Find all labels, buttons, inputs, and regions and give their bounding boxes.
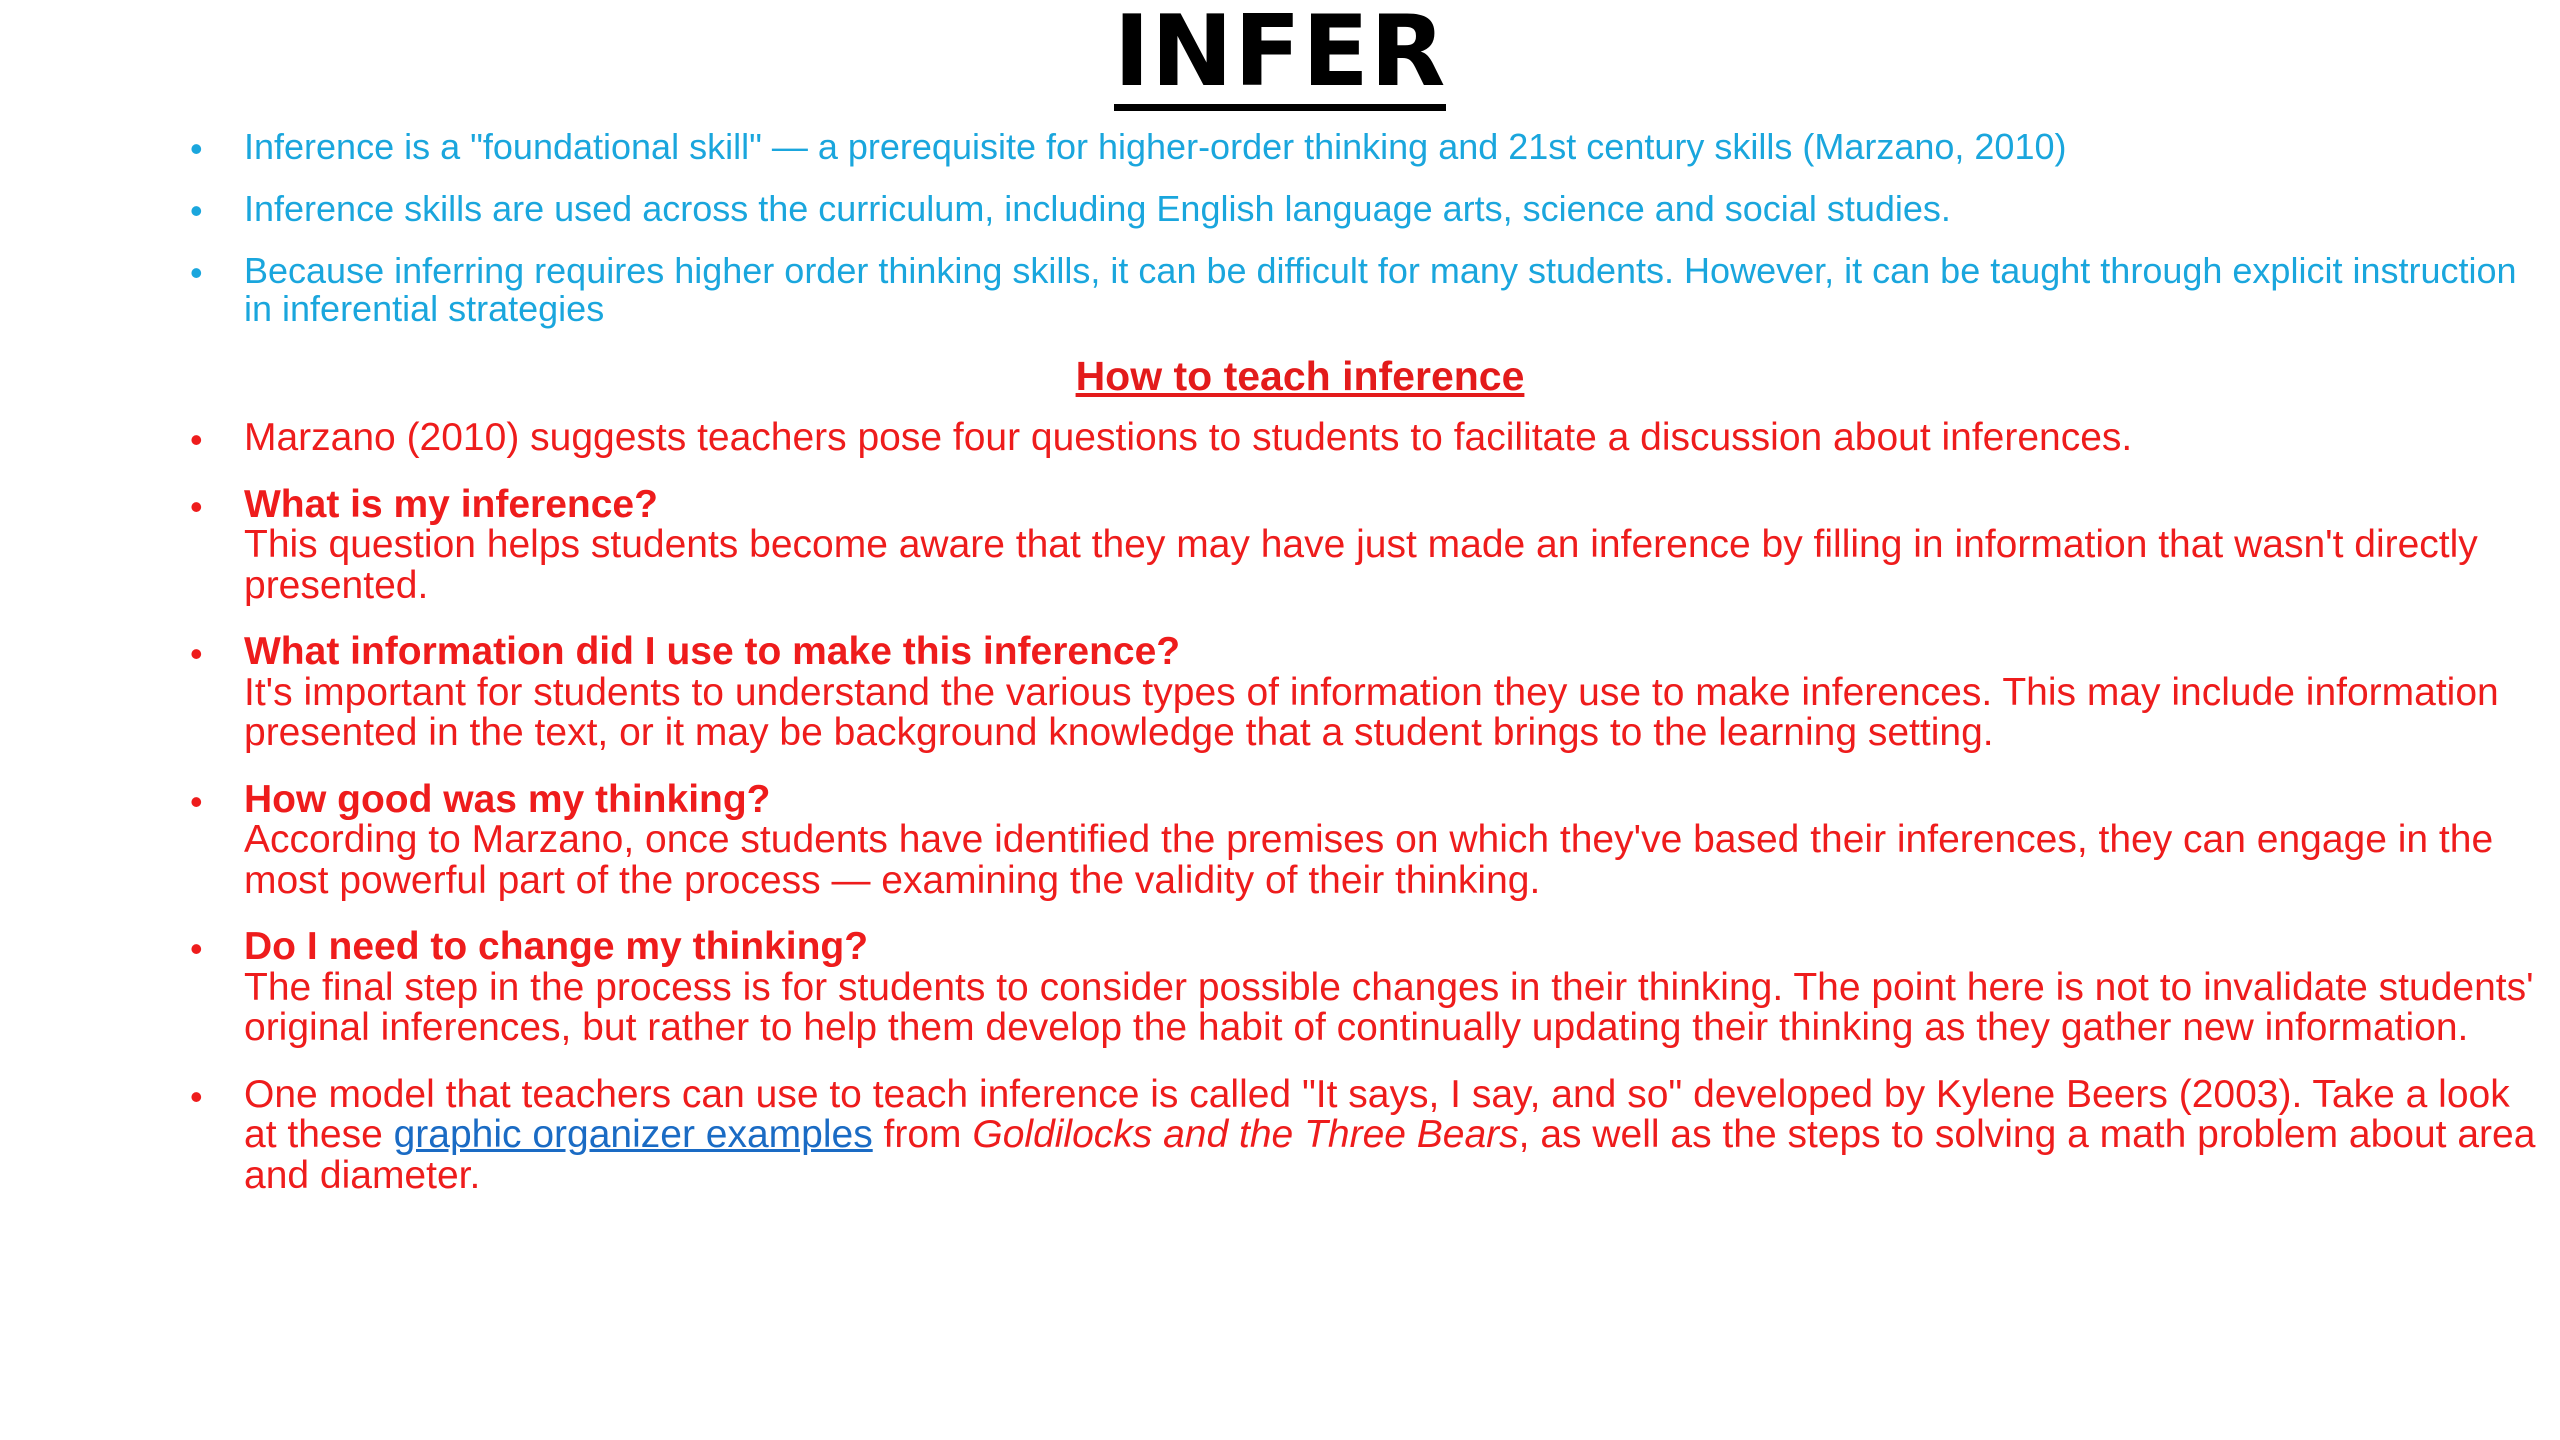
question-explanation: According to Marzano, once students have identified the premises on which they've based their inferences, they can engage in the most powerful part of the process — examining the validity of their thinking.	[244, 818, 2494, 902]
intro-bullet-text: Inference skills are used across the curriculum, including English language arts, science and social studies.	[244, 188, 1951, 229]
bullet-icon: •	[190, 485, 203, 527]
bullet-icon: •	[190, 633, 203, 674]
bullet-icon: •	[190, 1075, 203, 1117]
bullet-icon: •	[190, 928, 203, 969]
bullet-icon: •	[190, 780, 203, 822]
teach-intro-text: Marzano (2010) suggests teachers pose four questions to students to facilitate a discussion about inferences.	[244, 416, 2133, 459]
question-item	[190, 927, 2540, 1049]
intro-bullet-text: Because inferring requires higher order thinking skills, it can be difficult for many students. However, it can be taught through explicit instruction in inferential strategies	[244, 250, 2517, 329]
bullet-icon: •	[190, 252, 203, 293]
bullet-icon: •	[190, 128, 203, 169]
slide-title-text: INFER	[1113, 0, 1447, 109]
teach-intro-item	[190, 418, 2540, 459]
question-item	[190, 482, 2540, 607]
intro-bullet-list	[190, 128, 2540, 352]
intro-bullet-text: Inference is a "foundational skill" — a prerequisite for higher-order thinking and 21st century skills (Marzano, 2010)	[244, 126, 2067, 167]
teach-bullet-list	[190, 418, 2540, 1222]
question-explanation: It's important for students to understand the various types of information they use to make inferences. This may include information presented in the text, or it may be background knowledge that a student brings to the learning setting.	[244, 670, 2499, 754]
question-explanation: The final step in the process is for students to consider possible changes in their thinking. The point here is not to invalidate students' original inferences, but rather to help them develop the habit of continually updating their thinking as they gather new information.	[244, 965, 2534, 1049]
model-text-part1: One model that teachers can use to teach inference is called "It says, I say, and so" developed by Kylene Beers (2003). Take a look at these	[244, 1072, 2510, 1156]
model-text-part3: , as well as the steps to solving a math problem about area and diameter.	[244, 1113, 2536, 1197]
section-heading: How to teach inference	[1075, 353, 1525, 399]
graphic-organizer-examples-link[interactable]: graphic organizer examples	[393, 1113, 873, 1156]
model-item	[190, 1072, 2540, 1197]
question-item	[190, 632, 2540, 754]
book-title: Goldilocks and the Three Bears	[972, 1113, 1519, 1156]
bullet-icon: •	[190, 419, 203, 460]
slide-title	[0, 0, 2560, 111]
bullet-icon: •	[190, 190, 203, 231]
question-heading: Do I need to change my thinking?	[244, 925, 869, 968]
intro-bullet-item	[190, 252, 2540, 328]
question-explanation: This question helps students become aware that they may have just made an inference by filling in information that wasn't directly presented.	[244, 523, 2478, 607]
model-text-part2: from	[872, 1113, 973, 1156]
question-heading: What is my inference?	[244, 482, 658, 526]
question-item	[190, 777, 2540, 902]
intro-bullet-item	[190, 188, 2540, 231]
intro-bullet-item	[190, 126, 2540, 169]
question-heading: What information did I use to make this inference?	[244, 630, 1181, 673]
question-heading: How good was my thinking?	[244, 777, 771, 821]
